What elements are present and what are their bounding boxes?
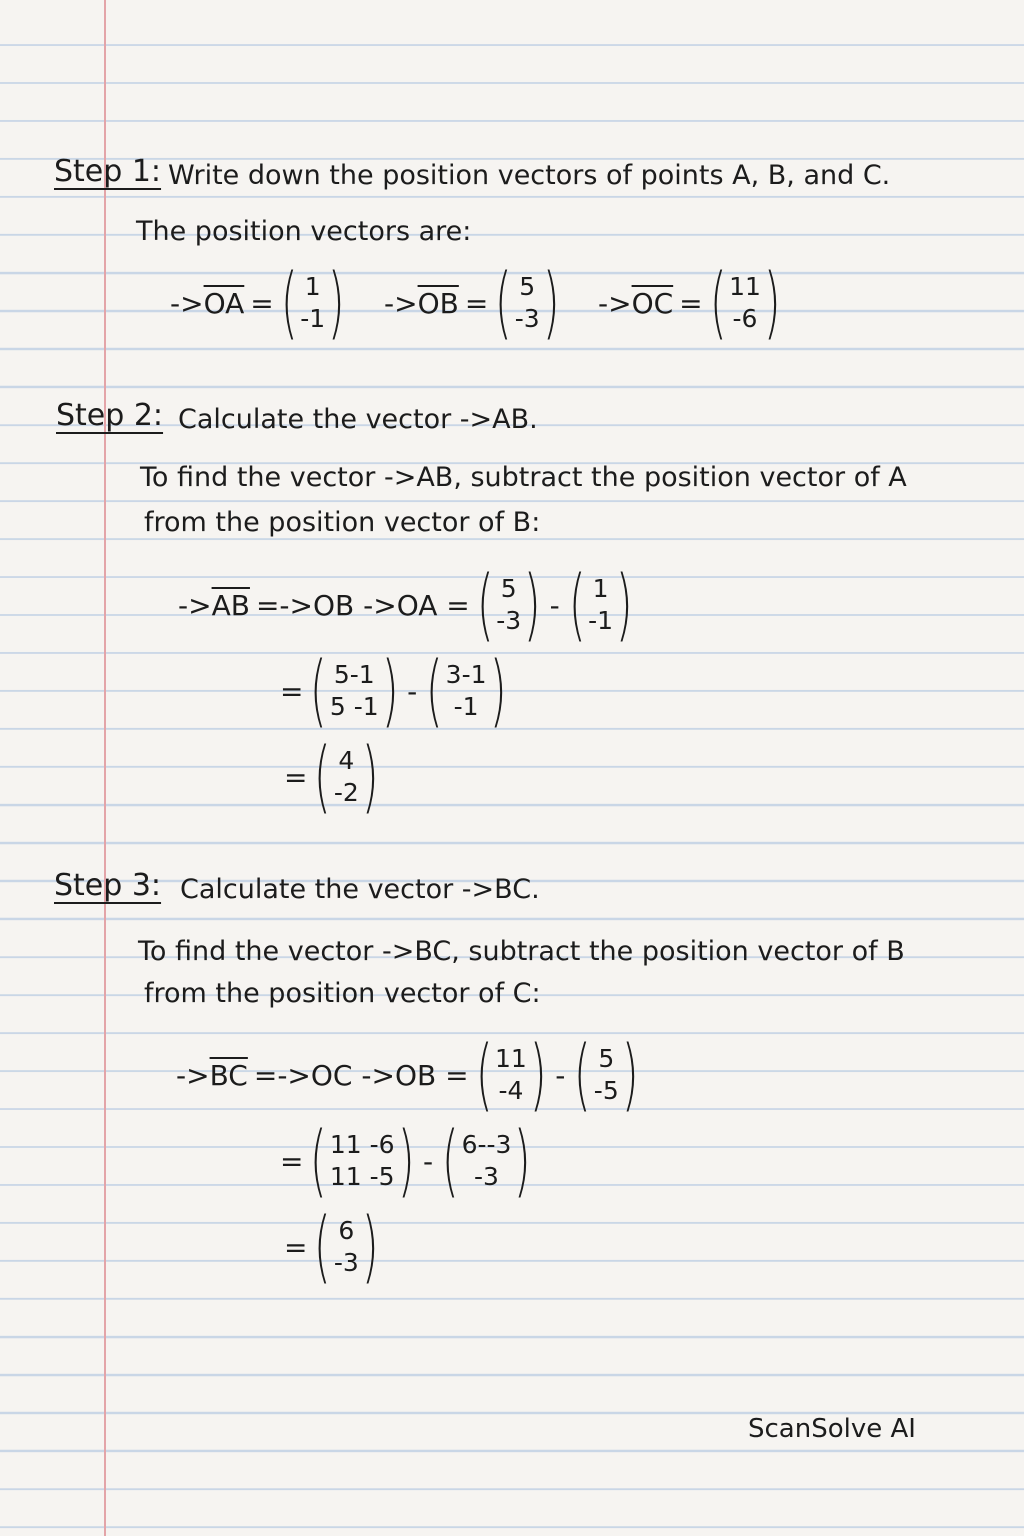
bc-line2-eq: = (280, 1144, 304, 1178)
ab-a-bottom: -3 (496, 606, 522, 635)
ab-b-bottom: -1 (588, 606, 614, 635)
ab-line3-eq: = (284, 760, 308, 794)
ab-line2-col-b: ( 3-1 -1 ) (426, 646, 507, 736)
ab-line2-a-top: 5-1 (333, 660, 375, 689)
ab-line2-op: - (407, 674, 418, 708)
oa-name: $\overline{OA}$ (203, 286, 245, 320)
ob-column: ( 5 -3 ) (495, 258, 560, 348)
ab-line2-a-bottom: 5 -1 (329, 692, 379, 721)
oa-top: 1 (304, 272, 321, 301)
margin-line (104, 0, 106, 1536)
bc-b-top: 5 (598, 1044, 615, 1073)
oc-top: 11 (729, 272, 761, 301)
vector-oa: -> $\overline{OA}$ = ( 1 -1 ) (170, 258, 345, 348)
oc-name: $\overline{OC}$ (631, 286, 674, 320)
ab-result-top: 4 (338, 746, 355, 775)
ab-col-b: ( 1 -1 ) (568, 560, 633, 650)
bc-rhs: =->OC ->OB = (253, 1058, 469, 1092)
ab-line2-col-a: ( 5-1 5 -1 ) (310, 646, 399, 736)
step3-label: Step 3: (54, 868, 162, 903)
bc-col-a: ( 11 -4 ) (475, 1030, 547, 1120)
step1-label: Step 1: (54, 154, 162, 189)
bc-result: ( 6 -3 ) (314, 1202, 379, 1292)
step3-sub2: from the position vector of C: (144, 978, 541, 1009)
ab-rhs: =->OB ->OA = (255, 588, 470, 622)
bc-line2-col-b: ( 6--3 -3 ) (441, 1116, 532, 1206)
bc-line2-col-a: ( 11 -6 11 -5 ) (310, 1116, 415, 1206)
bc-line3-eq: = (284, 1230, 308, 1264)
step2-line2 (274, 646, 507, 736)
step1-sub: The position vectors are: (136, 216, 472, 247)
ob-name: $\overline{OB}$ (417, 286, 459, 320)
bc-op: - (555, 1058, 566, 1092)
bc-name: $\overline{BC}$ (209, 1058, 248, 1092)
step3-line2 (274, 1116, 532, 1206)
step2-label: Step 2: (56, 398, 164, 433)
oa-column: ( 1 -1 ) (280, 258, 345, 348)
ab-a-top: 5 (500, 574, 517, 603)
ab-col-a: ( 5 -3 ) (476, 560, 541, 650)
bc-line2-b-top: 6--3 (461, 1130, 512, 1159)
oa-bottom: -1 (300, 304, 326, 333)
oc-arrow: -> (598, 286, 632, 320)
bc-line2-a-bottom: 11 -5 (329, 1162, 395, 1191)
bc-arrow: -> (176, 1058, 210, 1092)
ab-result-bottom: -2 (333, 778, 359, 807)
step2-sub1: To find the vector ->AB, subtract the position vector of A (140, 462, 907, 493)
bc-result-bottom: -3 (333, 1248, 359, 1277)
ob-top: 5 (519, 272, 536, 301)
bc-result-top: 6 (338, 1216, 355, 1245)
step2-line3 (278, 732, 379, 822)
step3-sub1: To find the vector ->BC, subtract the position vector of B (138, 936, 905, 967)
bc-line2-a-top: 11 -6 (329, 1130, 395, 1159)
step2-text: Calculate the vector ->AB. (178, 404, 538, 435)
step3-line3 (278, 1202, 379, 1292)
oc-column: ( 11 -6 ) (709, 258, 781, 348)
step2-sub2: from the position vector of B: (144, 507, 541, 538)
ob-bottom: -3 (514, 304, 540, 333)
bc-a-top: 11 (495, 1044, 527, 1073)
ab-op: - (549, 588, 560, 622)
vector-ob: -> $\overline{OB}$ = ( 5 -3 ) (384, 258, 560, 348)
bc-col-b: ( 5 -5 ) (574, 1030, 639, 1120)
oa-arrow: -> (170, 286, 204, 320)
ab-arrow: -> (178, 588, 212, 622)
bc-a-bottom: -4 (498, 1076, 524, 1105)
ab-line2-b-top: 3-1 (445, 660, 487, 689)
ab-line2-b-bottom: -1 (453, 692, 479, 721)
ab-b-top: 1 (592, 574, 609, 603)
step2-line1 (178, 560, 634, 650)
bc-line2-b-bottom: -3 (474, 1162, 499, 1191)
step1-text: Write down the position vectors of points A, B, and C. (168, 160, 891, 191)
step3-text: Calculate the vector ->BC. (180, 874, 540, 905)
oc-bottom: -6 (732, 304, 758, 333)
step3-line1 (176, 1030, 639, 1120)
bc-line2-op: - (423, 1144, 434, 1178)
vector-oc: -> $\overline{OC}$ = ( 11 -6 ) (598, 258, 781, 348)
bc-b-bottom: -5 (593, 1076, 619, 1105)
footer-brand: ScanSolve AI (748, 1414, 916, 1444)
ob-arrow: -> (384, 286, 418, 320)
ab-name: $\overline{AB}$ (211, 588, 250, 622)
ab-line2-eq: = (280, 674, 304, 708)
ab-result: ( 4 -2 ) (314, 732, 379, 822)
